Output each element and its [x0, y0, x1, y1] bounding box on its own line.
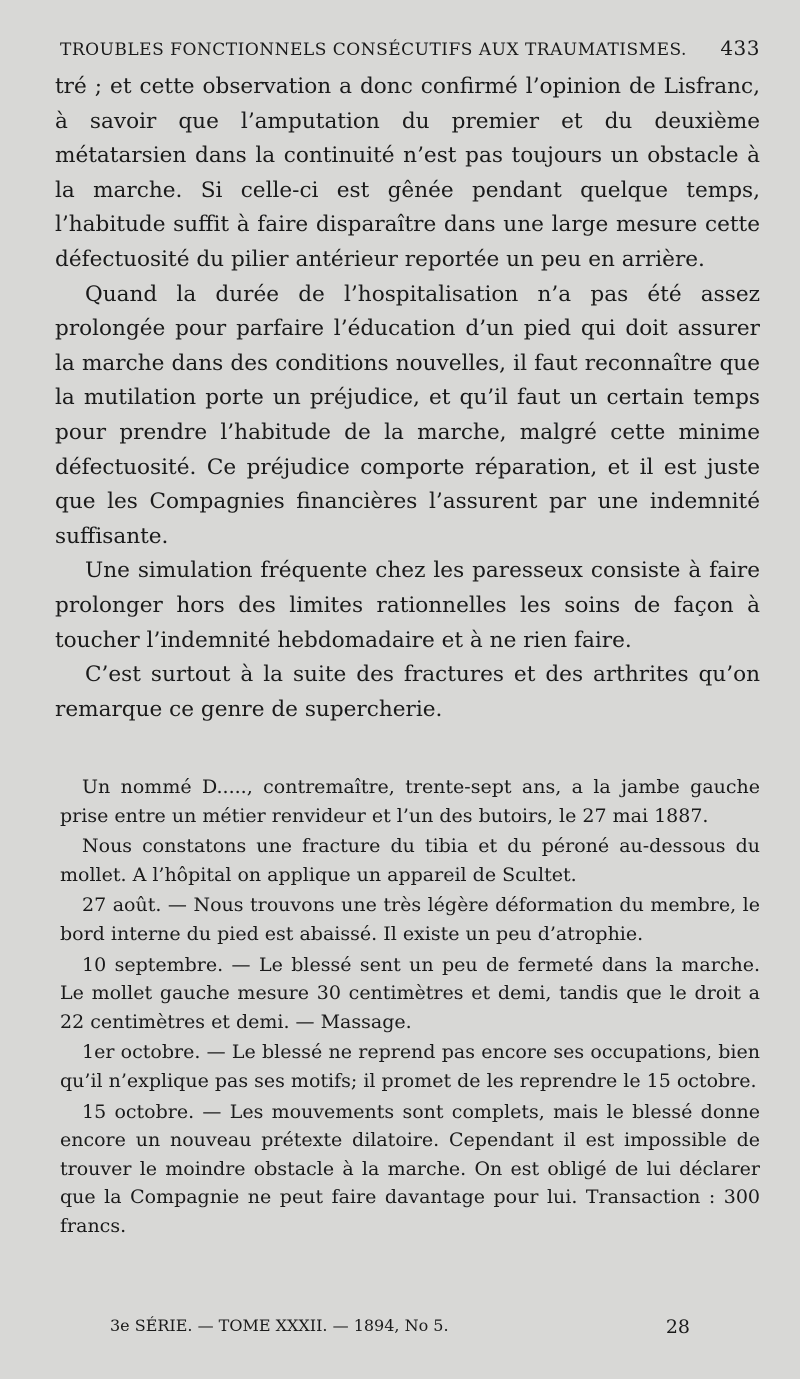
case-paragraph: Un nommé D....., contremaître, trente-sept ans, a la jambe gauche prise entre un métier renvideur et l’un des butoirs, le 27 mai 1887.	[60, 776, 760, 827]
signature-mark: 28	[665, 1316, 690, 1338]
case-paragraph: 1er octobre. — Le blessé ne reprend pas encore ses occupations, bien qu’il n’explique pas ses motifs; il promet de les reprendre le 15 octobre.	[60, 1041, 760, 1092]
paragraph: Une simulation fréquente chez les paresseux consiste à faire prolonger hors des limites rationnelles les soins de façon à toucher l’indemnité hebdomadaire et à ne rien faire.	[55, 558, 760, 653]
case-paragraph: Nous constatons une fracture du tibia et du péroné au-dessous du mollet. A l’hôpital on applique un appareil de Scultet.	[60, 835, 760, 886]
case-paragraph: 10 septembre. — Le blessé sent un peu de fermeté dans la marche. Le mollet gauche mesure 30 centimètres et demi, tandis que le droit a 22 centimètres et demi. — Massage.	[60, 953, 760, 1033]
case-report	[60, 773, 760, 1243]
page-footer	[110, 1316, 690, 1338]
running-header	[60, 36, 760, 64]
case-paragraph: 15 octobre. — Les mouvements sont complets, mais le blessé donne encore un nouveau prétexte dilatoire. Cependant il est impossible de trouver le moindre obstacle à la marche. On est obligé de lui déclarer que la Compagnie ne peut faire davantage pour lui. Transaction : 300 francs.	[60, 1100, 760, 1237]
paragraph: C’est surtout à la suite des fractures et des arthrites qu’on remarque ce genre de supercherie.	[55, 662, 760, 722]
running-title: TROUBLES FONCTIONNELS CONSÉCUTIFS AUX TRAUMATISMES.	[60, 40, 687, 60]
paragraph: Quand la durée de l’hospitalisation n’a pas été assez prolongée pour parfaire l’éducation d’un pied qui doit assurer la marche dans des conditions nouvelles, il faut reconnaître que la mutilation porte un préjudice, et qu’il faut un certain temps pour prendre l’habitude de la marche, malgré cette minime défectuosité. Ce préjudice comporte réparation, et il est juste que les Compagnies financières l’assurent par une indemnité suffisante.	[55, 281, 760, 549]
main-text	[55, 70, 760, 727]
case-paragraph: 27 août. — Nous trouvons une très légère déformation du membre, le bord interne du pied est abaissé. Il existe un peu d’atrophie.	[60, 894, 760, 945]
page-number: 433	[720, 36, 760, 60]
paragraph: tré ; et cette observation a donc confirmé l’opinion de Lisfranc, à savoir que l’amputation du premier et du deuxième métatarsien dans la continuité n’est pas toujours un obstacle à la marche. Si celle-ci est gênée pendant quelque temps, l’habitude suffit à faire disparaître dans une large mesure cette défectuosité du pilier antérieur reportée un peu en arrière.	[55, 74, 760, 272]
series-info: 3e SÉRIE. — TOME XXXII. — 1894, No 5.	[110, 1316, 449, 1335]
